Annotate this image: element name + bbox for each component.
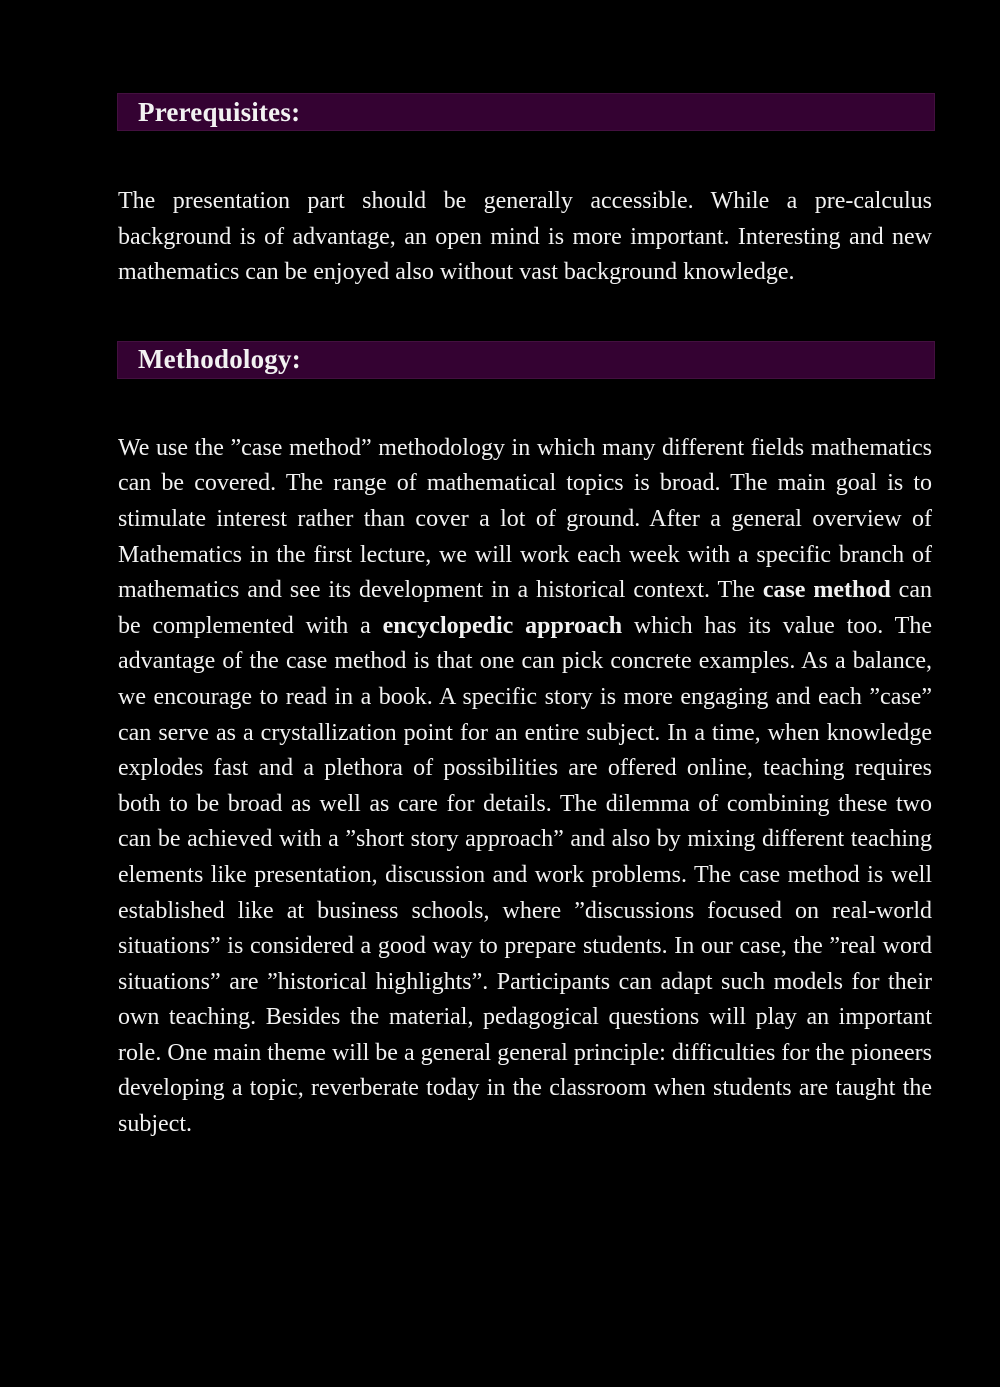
methodology-header-banner xyxy=(117,341,935,379)
bold-emphasis-text: case method xyxy=(762,577,891,604)
body-text: which has its value too. The advantage of the case method is that one can pick concrete examples. As a balance, we encourage to read in a book. A specific story is more engaging and each ”case” can serve as a crystallization point for an entire subject. In a time, when knowledge explodes fast and a plethora of possibilities are offered online, teaching requires both to be broad as well as care for details. The dilemma of combining these two can be achieved with a ”short story approach” and also by mixing different teaching elements like presentation, discussion and work problems. The case method is well established like at business schools, where ”discussions focused on real-world situations” is considered a good way to prepare students. In our case, the ”real word situations” are ”historical highlights”. Participants can adapt such models for their own teaching. Besides the material, pedagogical questions will play an important role. One main theme will be a general general principle: difficulties for the pioneers developing a topic, reverberate today in the classroom when students are taught the subject. xyxy=(118,612,932,1138)
document-page xyxy=(0,93,1000,1387)
methodology-paragraph xyxy=(118,431,932,1143)
body-text: We use the ”case method” methodology in which many different fields mathematics can be covered. The range of mathematical topics is broad. The main goal is to stimulate interest rather than cover a lot of ground. After a general overview of Mathematics in the first lecture, we will work each week with a specific branch of mathematics and see its development in a historical context. The xyxy=(118,434,932,604)
body-text: can be complemented with a xyxy=(118,577,932,639)
prerequisites-paragraph xyxy=(118,184,932,291)
methodology-section-title: Methodology: xyxy=(138,344,301,375)
bold-emphasis-text: encyclopedic approach xyxy=(382,612,623,639)
prerequisites-header-banner xyxy=(117,93,935,131)
section-methodology xyxy=(0,341,1000,1143)
prerequisites-section-title: Prerequisites: xyxy=(138,96,301,127)
section-prerequisites xyxy=(0,93,1000,291)
body-text: The presentation part should be generally accessible. While a pre-calculus background is of advantage, an open mind is more important. Interesting and new mathematics can be enjoyed also without vast background knowledge. xyxy=(118,188,932,286)
